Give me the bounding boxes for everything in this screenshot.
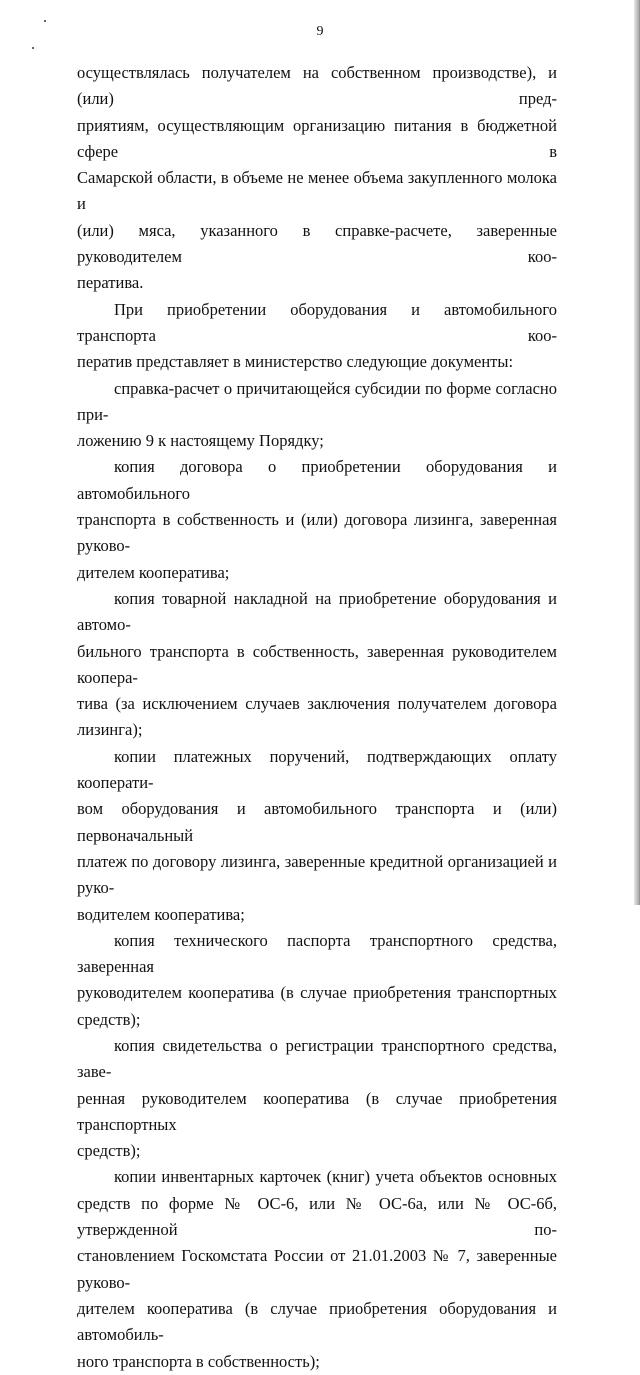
- document-text-line: средств по форме № ОС-6, или № ОС-6а, или № ОС-6б, утвержденной по-: [77, 1193, 557, 1240]
- document-text-line: приятиям, осуществляющим организацию питания в бюджетной сфере в: [77, 115, 557, 161]
- document-text-line: тива (за исключением случаев заключения получателем договора лизинга);: [77, 694, 557, 740]
- document-text-line: копии инвентарных карточек (книг) учета объектов основных: [114, 1167, 557, 1187]
- document-text-line: руководителем кооператива (в случае приобретения транспортных: [77, 983, 557, 1003]
- document-text-line: копия товарной накладной на приобретение оборудования и автомо-: [77, 588, 557, 635]
- document-text-line: ператива.: [77, 273, 144, 293]
- page-number: 9: [316, 24, 324, 39]
- document-text-line: платеж по договору лизинга, заверенные кредитной организацией и руко-: [77, 851, 557, 898]
- document-text-line: средств);: [77, 1141, 141, 1161]
- document-text-line: осуществлялась получателем на собственном производстве), и (или) пред-: [77, 63, 557, 109]
- document-text-line: становлением Госкомстата России от 21.01.2003 № 7, заверенные руково-: [77, 1246, 557, 1292]
- document-text-line: средств);: [77, 1009, 141, 1029]
- document-text-line: транспорта в собственность и (или) договора лизинга, заверенная руково-: [77, 510, 557, 556]
- document-text-line: справка-расчет о причитающейся субсидии по форме согласно при-: [77, 378, 557, 424]
- document-text-line: При приобретении оборудования и автомобильного транспорта коо-: [77, 299, 557, 345]
- document-text-line: ператив представляет в министерство следующие документы:: [77, 352, 514, 372]
- document-body: [77, 60, 557, 1375]
- document-text-line: Самарской области, в объеме не менее объема закупленного молока и: [77, 168, 557, 214]
- document-text-line: дителем кооператива;: [77, 562, 230, 582]
- document-text-line: копии платежных поручений, подтверждающих оплату кооперати-: [77, 746, 557, 793]
- document-text-line: ного транспорта в собственность);: [77, 1351, 320, 1371]
- scan-speck: [44, 20, 46, 22]
- document-text-line: (или) мяса, указанного в справке-расчете, заверенные руководителем коо-: [77, 220, 557, 267]
- scan-speck: [32, 47, 34, 49]
- document-text-line: вом оборудования и автомобильного транспорта и (или) первоначальный: [77, 799, 557, 845]
- document-text-line: копия свидетельства о регистрации транспортного средства, заве-: [77, 1035, 557, 1082]
- document-text-line: копия договора о приобретении оборудования и автомобильного: [77, 457, 557, 503]
- document-text-line: бильного транспорта в собственность, заверенная руководителем коопера-: [77, 641, 557, 687]
- document-text-line: ренная руководителем кооператива (в случае приобретения транспортных: [77, 1088, 557, 1134]
- document-text-line: дителем кооператива (в случае приобретения оборудования и автомобиль-: [77, 1298, 557, 1345]
- document-text-line: водителем кооператива;: [77, 904, 245, 924]
- page-edge-shadow: [634, 0, 640, 905]
- document-text-line: копия технического паспорта транспортного средства, заверенная: [77, 930, 557, 977]
- document-text-line: ложению 9 к настоящему Порядку;: [77, 431, 324, 451]
